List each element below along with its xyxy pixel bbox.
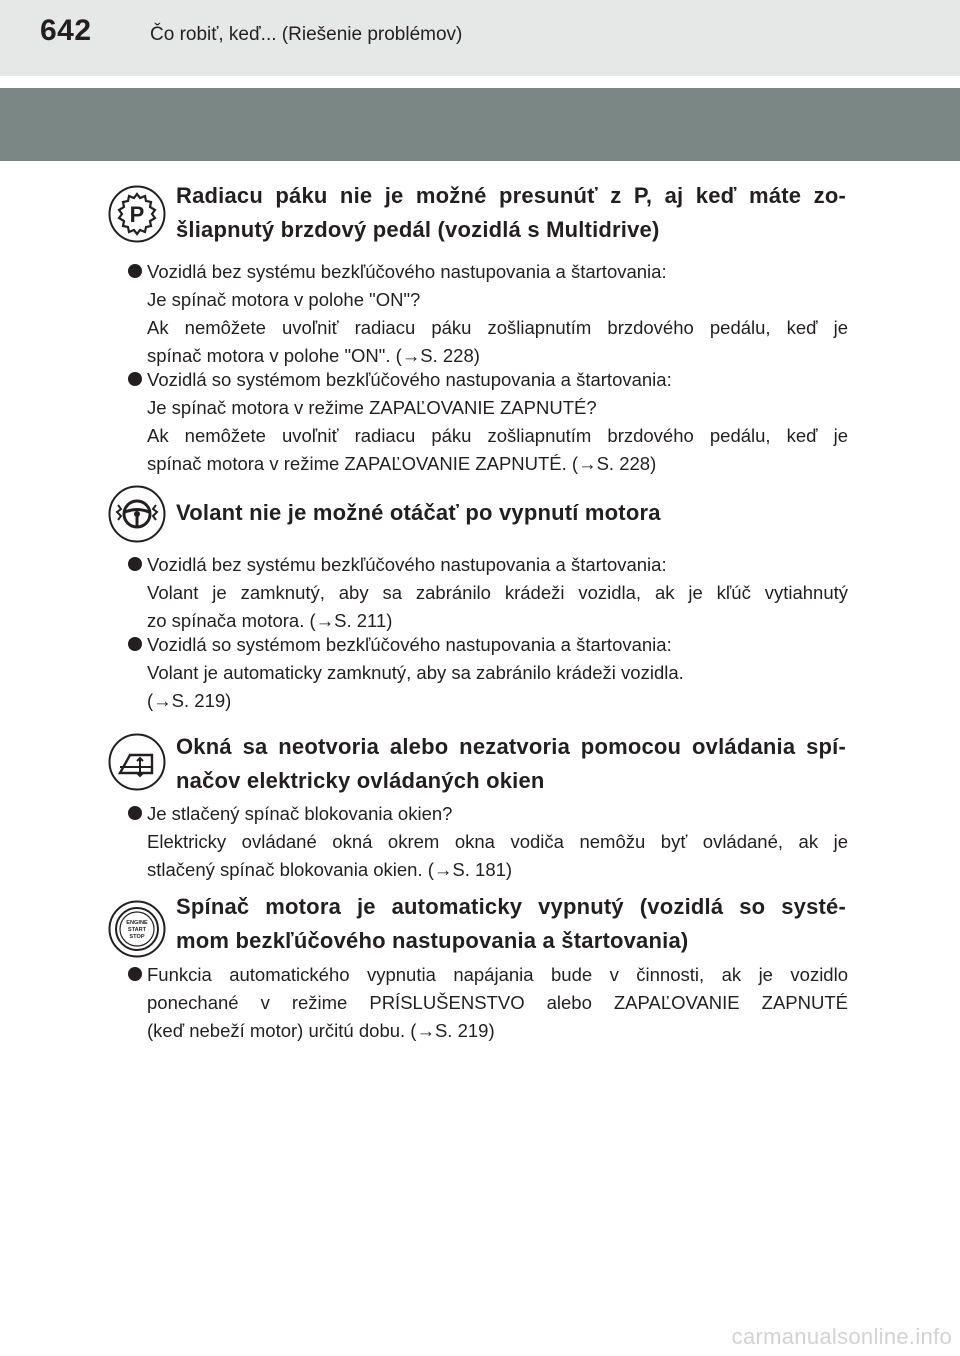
text-line: Ak nemôžete uvoľniť radiacu páku zošliapnutím brzdového pedálu, keď je <box>147 317 848 338</box>
text-line: Vozidlá so systémom bezkľúčového nastupovania a štartovania: <box>147 369 672 390</box>
text-line: zo spínača motora. (→S. 211) <box>147 610 393 631</box>
text-line: (→S. 219) <box>147 690 232 711</box>
bullet-icon <box>128 637 142 651</box>
title-line: Volant nie je možné otáčať po vypnutí motora <box>176 500 661 525</box>
title-line: Okná sa neotvoria alebo nezatvoria pomocou ovládania spí- <box>176 734 846 759</box>
chapter-band <box>0 88 960 161</box>
text-line: (keď nebeží motor) určitú dobu. (→S. 219) <box>147 1020 495 1041</box>
page-number: 642 <box>40 14 92 47</box>
text-line: Je spínač motora v režime ZAPAĽOVANIE ZAPNUTÉ? <box>147 397 597 418</box>
bullet-icon <box>128 557 142 571</box>
list-item <box>128 258 848 370</box>
engine-start-stop-icon <box>108 900 166 958</box>
text-line: spínač motora v polohe "ON". (→S. 228) <box>147 345 480 366</box>
section-title <box>176 730 846 798</box>
title-line: Radiacu páku nie je možné presunúť z P, aj keď máte zo- <box>176 183 846 208</box>
text-line: Volant je zamknutý, aby sa zabránilo krádeži vozidla, ak je kľúč vytiahnutý <box>147 582 848 603</box>
bullet-icon <box>128 967 142 981</box>
list-item <box>128 800 848 884</box>
steering-wheel-icon <box>108 485 166 543</box>
park-gear-icon <box>108 185 166 243</box>
text-line: Ak nemôžete uvoľniť radiacu páku zošliapnutím brzdového pedálu, keď je <box>147 425 848 446</box>
bullet-icon <box>128 806 142 820</box>
icon-label: START <box>127 927 147 933</box>
list-item <box>128 631 848 715</box>
text-line: Elektricky ovládané okná okrem okna vodiča nemôžu byť ovládané, ak je <box>147 831 848 852</box>
text-line: Vozidlá so systémom bezkľúčového nastupovania a štartovania: <box>147 634 672 655</box>
title-line: načov elektricky ovládaných okien <box>176 768 545 793</box>
icon-label: STOP <box>129 934 145 940</box>
list-item <box>128 366 848 478</box>
watermark: carmanualsonline.info <box>731 1324 952 1349</box>
section-title <box>176 496 846 530</box>
text-line: Vozidlá bez systému bezkľúčového nastupovania a štartovania: <box>147 554 667 575</box>
text-line: Je stlačený spínač blokovania okien? <box>147 803 453 824</box>
text-line: Je spínač motora v polohe "ON"? <box>147 289 421 310</box>
title-line: Spínač motora je automaticky vypnutý (vozidlá so systé- <box>176 894 846 919</box>
text-line: Vozidlá bez systému bezkľúčového nastupovania a štartovania: <box>147 261 667 282</box>
title-line: šliapnutý brzdový pedál (vozidlá s Multidrive) <box>176 217 660 242</box>
text-line: spínač motora v režime ZAPAĽOVANIE ZAPNUTÉ. (→S. 228) <box>147 453 657 474</box>
list-item <box>128 551 848 635</box>
text-line: ponechané v režime PRÍSLUŠENSTVO alebo ZAPAĽOVANIE ZAPNUTÉ <box>147 992 848 1013</box>
svg-text:P: P <box>129 202 145 227</box>
text-line: Funkcia automatického vypnutia napájania bude v činnosti, ak je vozidlo <box>147 964 848 985</box>
power-window-icon <box>108 733 166 791</box>
icon-label: ENGINE <box>126 920 148 926</box>
section-title <box>176 179 846 247</box>
bullet-icon <box>128 372 142 386</box>
bullet-icon <box>128 264 142 278</box>
text-line: stlačený spínač blokovania okien. (→S. 181) <box>147 859 513 880</box>
running-head: Čo robiť, keď... (Riešenie problémov) <box>150 24 463 45</box>
header-bar <box>0 0 960 76</box>
list-item <box>128 961 848 1045</box>
section-title <box>176 890 846 958</box>
text-line: Volant je automaticky zamknutý, aby sa zabránilo krádeži vozidla. <box>147 662 684 683</box>
title-line: mom bezkľúčového nastupovania a štartovania) <box>176 928 689 953</box>
